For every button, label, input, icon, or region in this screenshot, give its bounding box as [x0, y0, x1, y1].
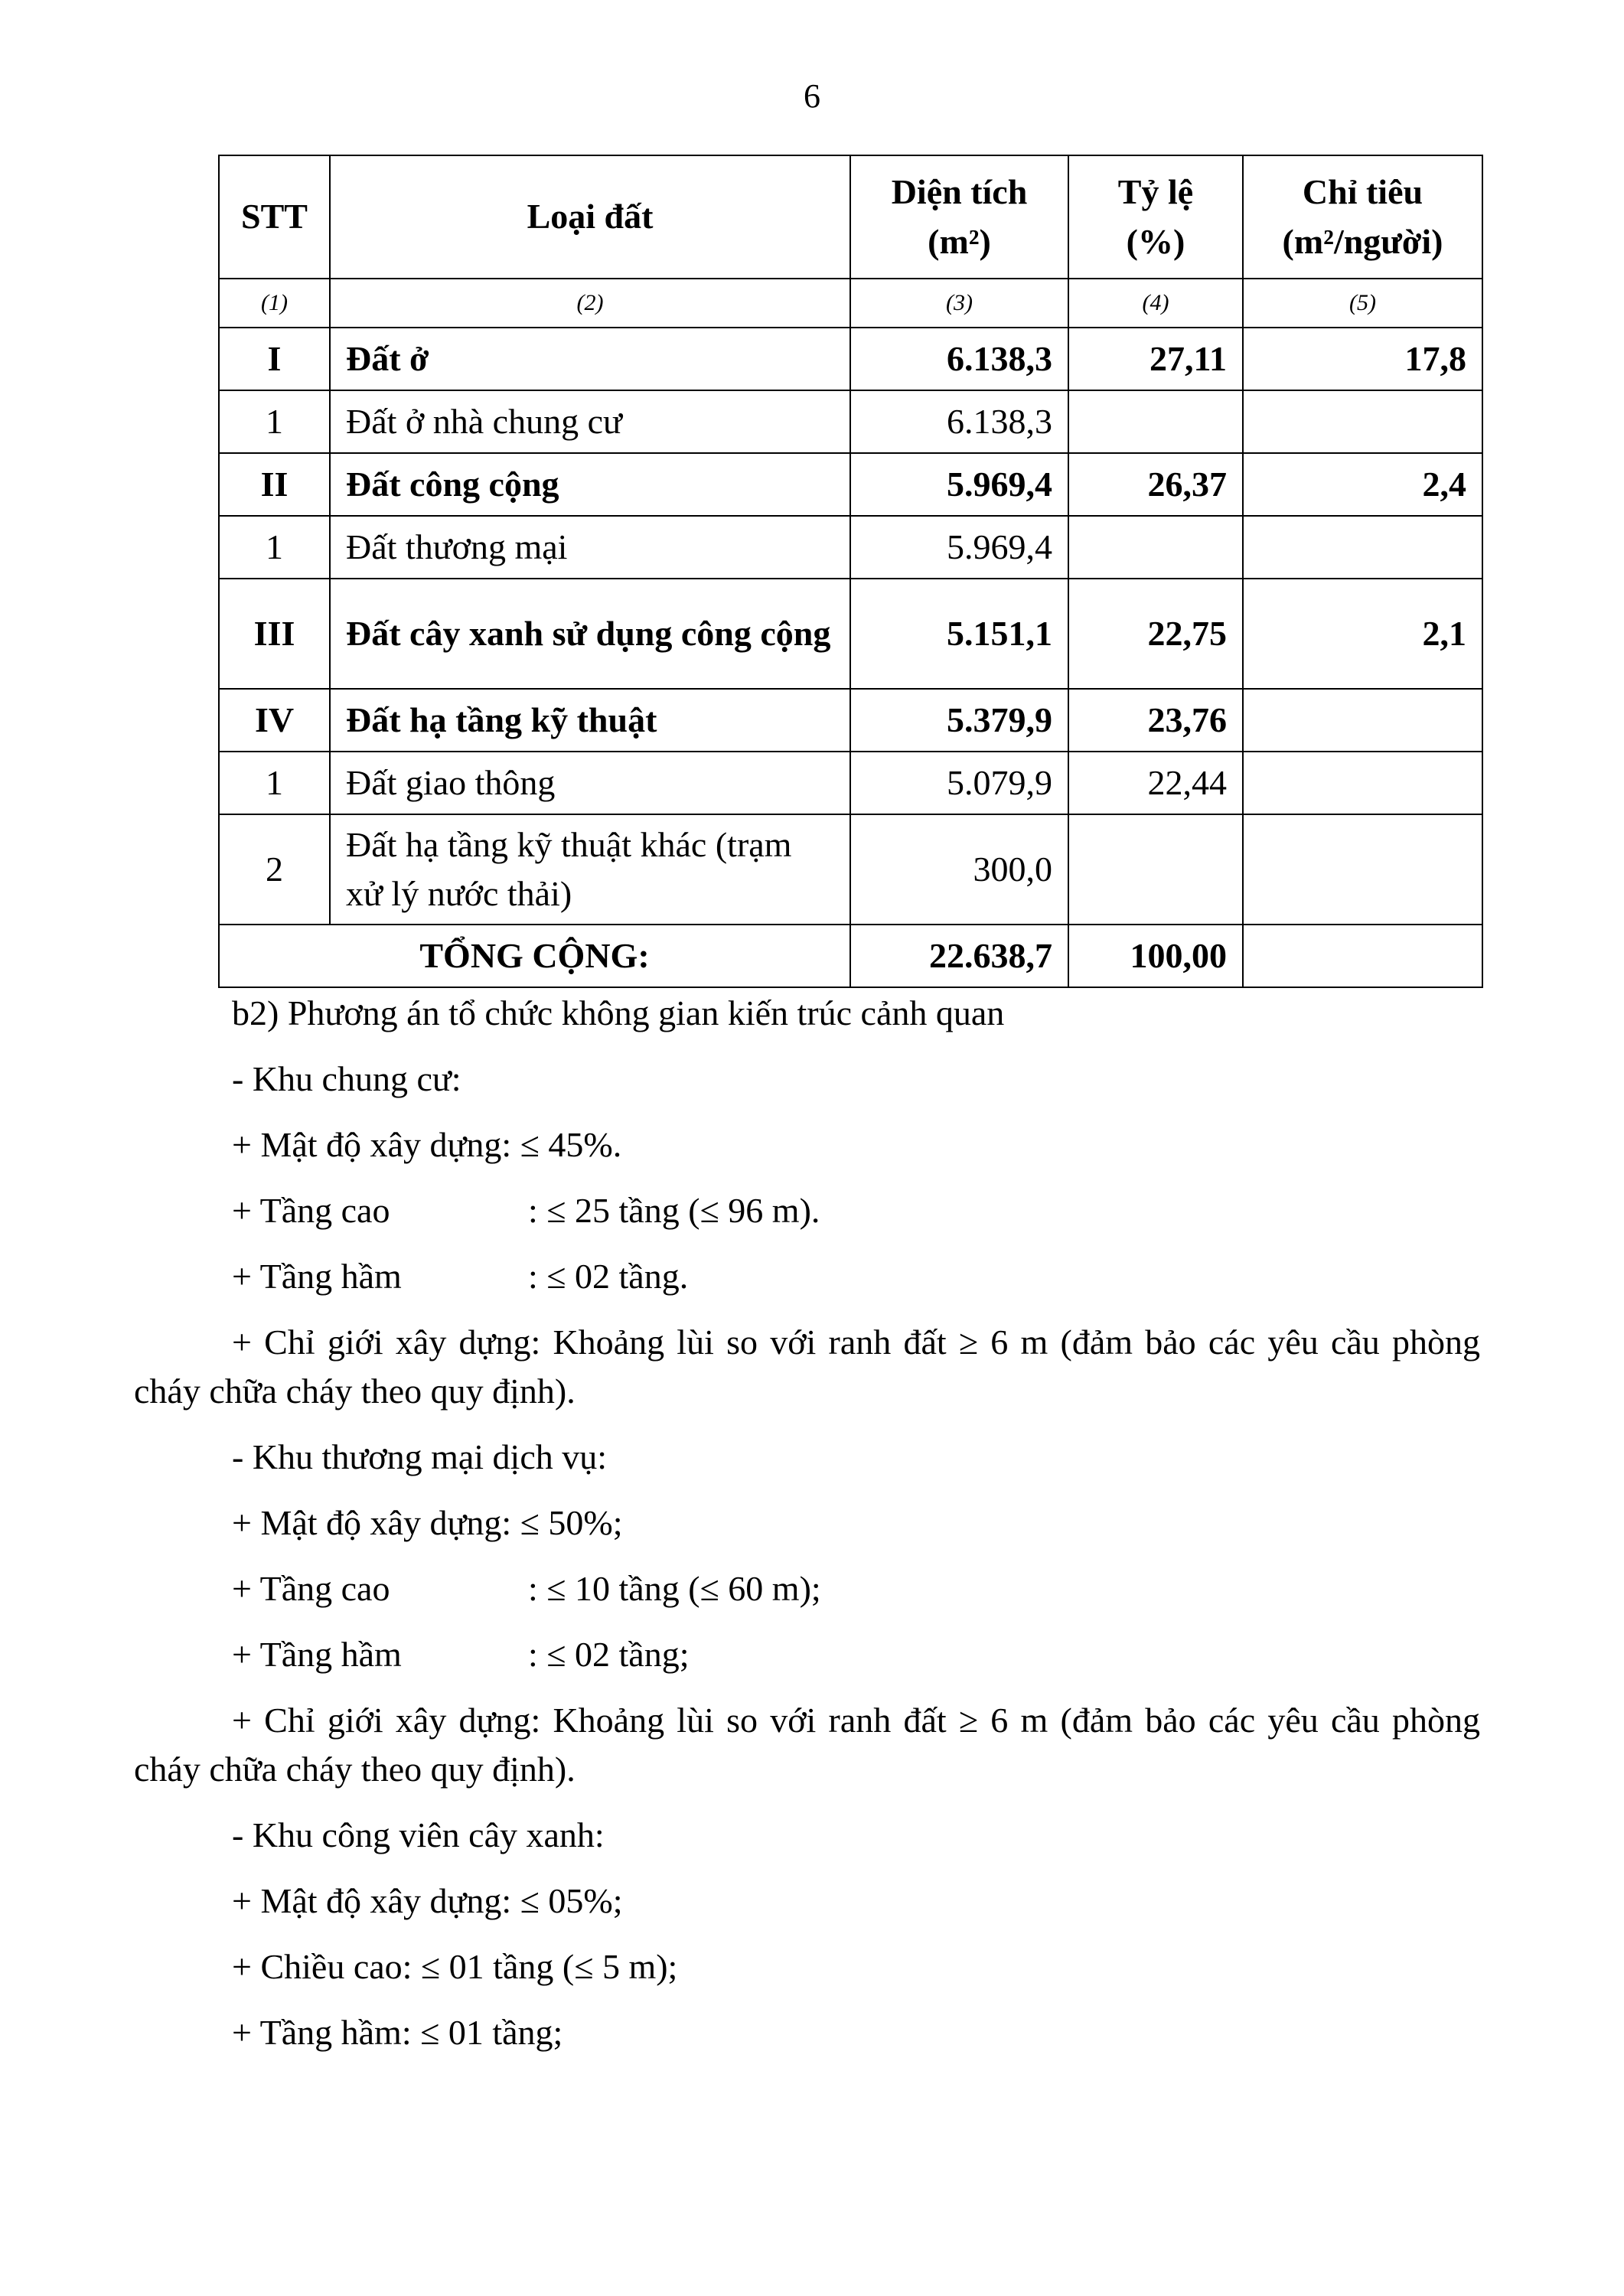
commercial-basement [232, 1630, 1480, 1679]
row-ratio: 22,75 [1068, 579, 1243, 689]
table-row [219, 516, 1482, 579]
table-row [219, 453, 1482, 516]
row-stt: IV [219, 689, 330, 752]
table-row [219, 390, 1482, 453]
page-number: 6 [804, 77, 820, 115]
apartment-height-value: : ≤ 25 tầng (≤ 96 m). [528, 1191, 820, 1230]
column-number: (4) [1068, 279, 1243, 328]
row-ratio: 23,76 [1068, 689, 1243, 752]
table-row [219, 814, 1482, 925]
row-index: 2,1 [1243, 579, 1482, 689]
commercial-density: + Mật độ xây dựng: ≤ 50%; [232, 1503, 623, 1542]
row-index: 2,4 [1243, 453, 1482, 516]
row-area: 5.969,4 [850, 516, 1068, 579]
apartment-basement-value: : ≤ 02 tầng. [528, 1257, 689, 1296]
row-area: 6.138,3 [850, 328, 1068, 390]
column-number: (2) [330, 279, 850, 328]
header-area: Diện tích (m²) [850, 155, 1068, 279]
total-ratio: 100,00 [1068, 925, 1243, 987]
header-index: Chỉ tiêu (m²/người) [1243, 155, 1482, 279]
apartment-setback: + Chỉ giới xây dựng: Khoảng lùi so với ranh đất ≥ 6 m (đảm bảo các yêu cầu phòng cháy chữa cháy theo quy định). [134, 1322, 1480, 1411]
row-ratio [1068, 814, 1243, 925]
row-stt: 1 [219, 390, 330, 453]
total-label: TỔNG CỘNG: [219, 925, 850, 987]
apartment-basement-label: + Tầng hầm [232, 1257, 402, 1296]
row-area: 6.138,3 [850, 390, 1068, 453]
apartment-title: - Khu chung cư: [232, 1059, 461, 1098]
commercial-basement-value: : ≤ 02 tầng; [528, 1635, 690, 1674]
row-stt: I [219, 328, 330, 390]
commercial-basement-label: + Tầng hầm [232, 1635, 402, 1674]
apartment-density: + Mật độ xây dựng: ≤ 45%. [232, 1125, 622, 1164]
row-index [1243, 689, 1482, 752]
row-index [1243, 814, 1482, 925]
table-row [219, 328, 1482, 390]
header-ratio: Tỷ lệ (%) [1068, 155, 1243, 279]
row-land-type: Đất ở [330, 328, 850, 390]
row-stt: 1 [219, 516, 330, 579]
row-land-type: Đất hạ tầng kỹ thuật khác (trạm xử lý nước thải) [330, 814, 850, 925]
commercial-height-value: : ≤ 10 tầng (≤ 60 m); [528, 1569, 821, 1608]
column-number: (1) [219, 279, 330, 328]
column-number: (5) [1243, 279, 1482, 328]
row-area: 5.969,4 [850, 453, 1068, 516]
park-density: + Mật độ xây dựng: ≤ 05%; [232, 1881, 623, 1920]
row-area: 5.079,9 [850, 752, 1068, 814]
commercial-title: - Khu thương mại dịch vụ: [232, 1437, 608, 1476]
row-ratio: 22,44 [1068, 752, 1243, 814]
park-basement: + Tầng hầm: ≤ 01 tầng; [232, 2013, 563, 2052]
header-stt: STT [219, 155, 330, 279]
column-number: (3) [850, 279, 1068, 328]
land-use-table [218, 155, 1483, 988]
row-ratio: 26,37 [1068, 453, 1243, 516]
row-index [1243, 390, 1482, 453]
row-stt: 2 [219, 814, 330, 925]
apartment-height [232, 1186, 1480, 1235]
row-ratio: 27,11 [1068, 328, 1243, 390]
row-stt: III [219, 579, 330, 689]
column-number-row [219, 279, 1482, 328]
row-area: 300,0 [850, 814, 1068, 925]
total-index [1243, 925, 1482, 987]
row-ratio [1068, 390, 1243, 453]
table-total-row [219, 925, 1482, 987]
row-land-type: Đất ở nhà chung cư [330, 390, 850, 453]
row-ratio [1068, 516, 1243, 579]
park-height: + Chiều cao: ≤ 01 tầng (≤ 5 m); [232, 1947, 678, 1986]
row-index [1243, 516, 1482, 579]
table-row [219, 752, 1482, 814]
document-body [134, 989, 1480, 2057]
table-row [219, 579, 1482, 689]
row-index: 17,8 [1243, 328, 1482, 390]
row-area: 5.151,1 [850, 579, 1068, 689]
row-stt: II [219, 453, 330, 516]
apartment-basement [232, 1252, 1480, 1301]
park-title: - Khu công viên cây xanh: [232, 1815, 605, 1854]
row-land-type: Đất công cộng [330, 453, 850, 516]
section-heading: b2) Phương án tổ chức không gian kiến trúc cảnh quan [232, 993, 1005, 1032]
row-land-type: Đất thương mại [330, 516, 850, 579]
row-land-type: Đất hạ tầng kỹ thuật [330, 689, 850, 752]
table-row [219, 689, 1482, 752]
row-stt: 1 [219, 752, 330, 814]
row-area: 5.379,9 [850, 689, 1068, 752]
commercial-setback: + Chỉ giới xây dựng: Khoảng lùi so với ranh đất ≥ 6 m (đảm bảo các yêu cầu phòng cháy chữa cháy theo quy định). [134, 1701, 1480, 1789]
commercial-height [232, 1564, 1480, 1613]
row-index [1243, 752, 1482, 814]
apartment-height-label: + Tầng cao [232, 1191, 390, 1230]
commercial-height-label: + Tầng cao [232, 1569, 390, 1608]
row-land-type: Đất giao thông [330, 752, 850, 814]
table-header-row [219, 155, 1482, 279]
header-land-type: Loại đất [330, 155, 850, 279]
total-area: 22.638,7 [850, 925, 1068, 987]
row-land-type: Đất cây xanh sử dụng công cộng [330, 579, 850, 689]
